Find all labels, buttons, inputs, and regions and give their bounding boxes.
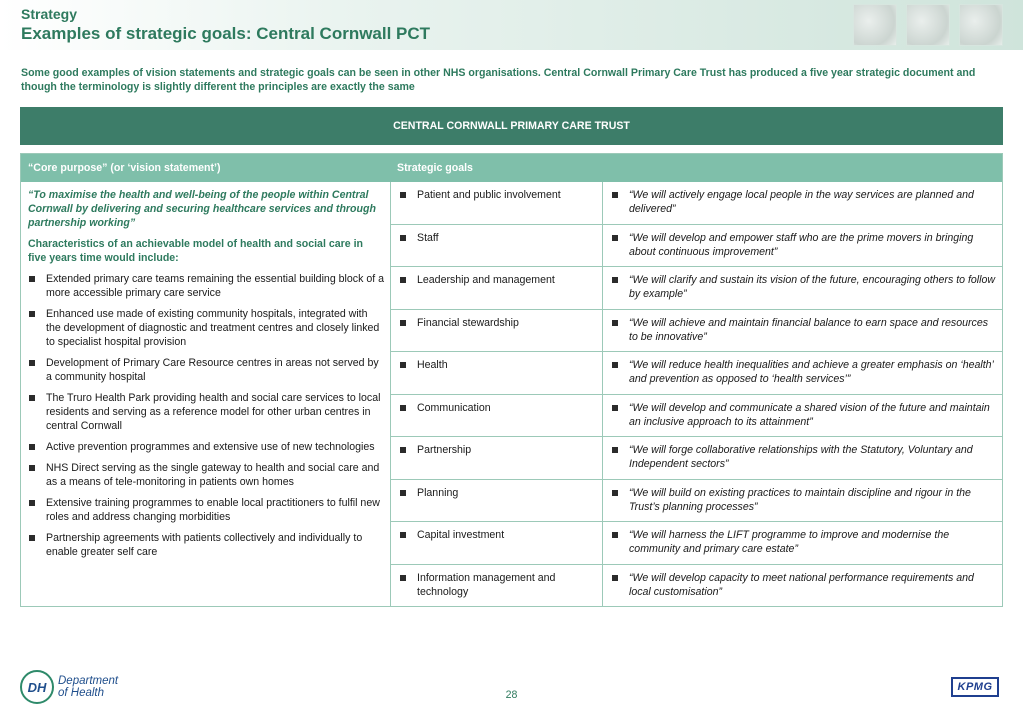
goal-name: Planning <box>399 486 596 500</box>
goal-name: Information management and technology <box>399 571 596 599</box>
column-header-purpose: “Core purpose” (or ‘vision statement’) <box>28 162 221 174</box>
goal-name-cell <box>391 225 603 267</box>
header-photo-1 <box>853 4 897 46</box>
goal-quote-cell <box>603 395 1002 437</box>
table-row <box>391 480 1002 523</box>
list-item: Extensive training programmes to enable local practitioners to fulfil new roles and address changing morbidities <box>28 496 384 524</box>
goal-quote-cell <box>603 480 1002 522</box>
goal-quote: “We will develop and communicate a shared vision of the future and maintain an inclusive approach to its attainment” <box>611 401 996 429</box>
goal-quote: “We will clarify and sustain its vision of the future, encouraging others to follow by example” <box>611 273 996 301</box>
goal-quote: “We will reduce health inequalities and achieve a greater emphasis on ‘health’ and prevention as opposed to ‘health services’” <box>611 358 996 386</box>
characteristics-heading: Characteristics of an achievable model of health and social care in five years time would include: <box>28 238 363 264</box>
table-row <box>391 267 1002 310</box>
dh-line-1: Department <box>58 675 119 687</box>
table-row <box>391 352 1002 395</box>
dh-line-2: of Health <box>58 687 105 699</box>
characteristics-list <box>28 272 384 559</box>
list-item: Enhanced use made of existing community hospitals, integrated with the development of diagnostic and treatment centres and closely linked to specialist hospital provision <box>28 307 384 349</box>
goal-quote-cell <box>603 310 1002 352</box>
goal-name: Capital investment <box>399 528 596 542</box>
table-header <box>21 154 1002 182</box>
goal-quote: “We will harness the LIFT programme to improve and modernise the community and primary care estate” <box>611 528 996 556</box>
table-row <box>391 225 1002 268</box>
goal-quote: “We will achieve and maintain financial balance to earn space and resources to be innovative” <box>611 316 996 344</box>
list-item: Active prevention programmes and extensive use of new technologies <box>28 440 384 454</box>
goal-quote: “We will develop and empower staff who are the prime movers in bringing about continuous improvement” <box>611 231 996 259</box>
goal-name: Leadership and management <box>399 273 596 287</box>
goal-name: Communication <box>399 401 596 415</box>
goal-name: Patient and public involvement <box>399 188 596 202</box>
goal-name: Health <box>399 358 596 372</box>
purpose-column <box>21 182 391 606</box>
goal-quote-cell <box>603 522 1002 564</box>
page-title: Examples of strategic goals: Central Cornwall PCT <box>21 24 431 43</box>
goal-name-cell <box>391 480 603 522</box>
trust-banner: CENTRAL CORNWALL PRIMARY CARE TRUST <box>20 107 1003 145</box>
goal-name-cell <box>391 267 603 309</box>
goal-quote-cell <box>603 225 1002 267</box>
goals-column <box>391 182 1002 607</box>
goal-name-cell <box>391 182 603 224</box>
goal-name-cell <box>391 352 603 394</box>
list-item: NHS Direct serving as the single gateway to health and social care and as a means of tele-monitoring in patients own homes <box>28 461 384 489</box>
goal-name: Staff <box>399 231 596 245</box>
goal-quote: “We will actively engage local people in the way services are planned and delivered” <box>611 188 996 216</box>
goal-quote: “We will develop capacity to meet national performance requirements and local customisation” <box>611 571 996 599</box>
goal-quote-cell <box>603 182 1002 224</box>
core-purpose-statement: “To maximise the health and well-being of the people within Central Cornwall by delivering and securing healthcare services and through partnership working” <box>28 189 376 229</box>
table-row <box>391 395 1002 438</box>
section-title: Strategy <box>21 6 78 22</box>
goal-name-cell <box>391 565 603 608</box>
strategy-table <box>20 153 1003 607</box>
header-images <box>853 4 1003 46</box>
list-item: Partnership agreements with patients collectively and individually to enable greater self care <box>28 531 384 559</box>
column-header-goals: Strategic goals <box>397 162 473 174</box>
goal-quote-cell <box>603 352 1002 394</box>
goal-quote-cell <box>603 565 1002 608</box>
goal-quote: “We will build on existing practices to maintain discipline and rigour in the Trust’s planning processes” <box>611 486 996 514</box>
list-item: Development of Primary Care Resource centres in areas not served by a community hospital <box>28 356 384 384</box>
header-photo-3 <box>959 4 1003 46</box>
goal-name-cell <box>391 437 603 479</box>
dh-mark-text: DH <box>27 679 47 695</box>
list-item: The Truro Health Park providing health and social care services to local residents and serving as a reference model for other urban centres in central Cornwall <box>28 391 384 433</box>
table-row <box>391 310 1002 353</box>
table-row <box>391 522 1002 565</box>
goal-name: Financial stewardship <box>399 316 596 330</box>
goal-name-cell <box>391 522 603 564</box>
page-number: 28 <box>505 689 518 701</box>
goal-quote-cell <box>603 437 1002 479</box>
table-row <box>391 437 1002 480</box>
table-row <box>391 182 1002 225</box>
goal-name: Partnership <box>399 443 596 457</box>
goal-quote: “We will forge collaborative relationships with the Statutory, Voluntary and Independent sectors” <box>611 443 996 471</box>
goal-name-cell <box>391 395 603 437</box>
intro-text: Some good examples of vision statements and strategic goals can be seen in other NHS organisations. Central Cornwall Primary Care Trust has produced a five year strategic document and though the terminology is slightly different the principles are exactly the same <box>21 67 976 93</box>
header-photo-2 <box>906 4 950 46</box>
table-row <box>391 565 1002 608</box>
list-item: Extended primary care teams remaining the essential building block of a more accessible primary care service <box>28 272 384 300</box>
goal-quote-cell <box>603 267 1002 309</box>
kpmg-logo: KPMG <box>951 677 999 697</box>
goal-name-cell <box>391 310 603 352</box>
